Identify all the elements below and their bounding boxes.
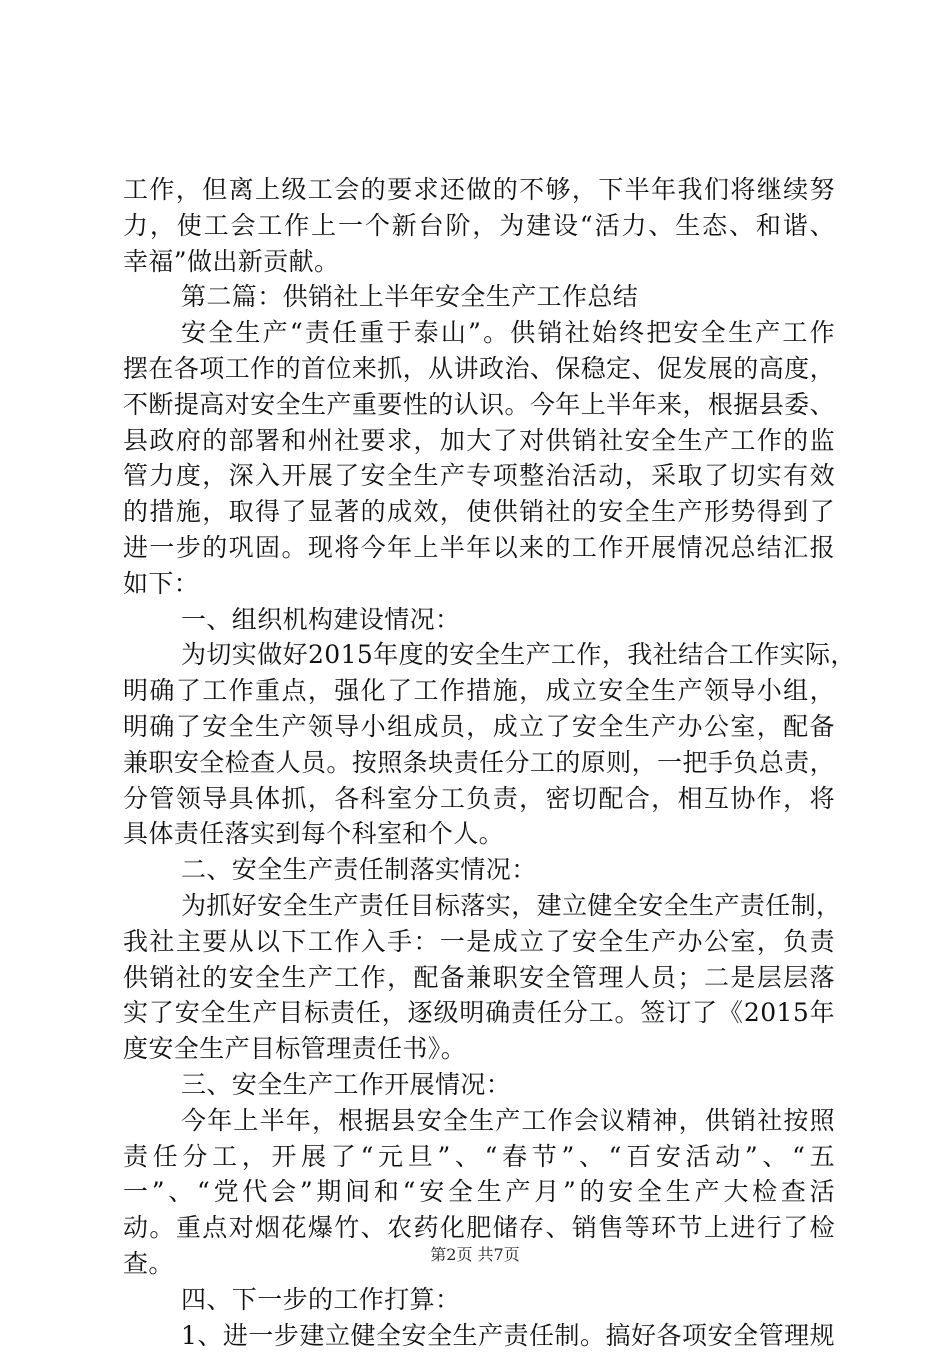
text-line: 今年上半年，根据县安全生产工作会议精神，供销社按照 <box>123 1103 835 1139</box>
text-line: 为抓好安全生产责任目标落实，建立健全安全生产责任制， <box>123 888 835 924</box>
text-line: 供销社的安全生产工作，配备兼职安全管理人员；二是层层落 <box>123 960 835 996</box>
text-line: 实了安全生产目标责任，逐级明确责任分工。签订了《2015年 <box>123 995 835 1031</box>
text-line: 为切实做好2015年度的安全生产工作，我社结合工作实际， <box>123 637 835 673</box>
text-line: 责任分工，开展了“元旦”、“春节”、“百安活动”、“五 <box>123 1139 835 1175</box>
document-body <box>123 172 835 1353</box>
text-line: 明确了工作重点，强化了工作措施，成立安全生产领导小组， <box>123 673 835 709</box>
page-number-footer: 第2页 共7页 <box>0 1242 950 1265</box>
text-line: 度安全生产目标管理责任书》。 <box>123 1031 835 1067</box>
text-line: 力，使工会工作上一个新台阶，为建设“活力、生态、和谐、 <box>123 208 835 244</box>
text-line: 具体责任落实到每个科室和个人。 <box>123 816 835 852</box>
text-line: 三、安全生产工作开展情况： <box>123 1067 835 1103</box>
text-line: 一”、“党代会”期间和“安全生产月”的安全生产大检查活 <box>123 1174 835 1210</box>
text-line: 分管领导具体抓，各科室分工负责，密切配合，相互协作，将 <box>123 781 835 817</box>
text-line: 动。重点对烟花爆竹、农药化肥储存、销售等环节上进行了检 <box>123 1210 835 1246</box>
text-line: 二、安全生产责任制落实情况： <box>123 852 835 888</box>
text-line: 第二篇：供销社上半年安全生产工作总结 <box>123 279 835 315</box>
text-line: 的措施，取得了显著的成效，使供销社的安全生产形势得到了 <box>123 494 835 530</box>
text-line: 明确了安全生产领导小组成员，成立了安全生产办公室，配备 <box>123 709 835 745</box>
text-line: 摆在各项工作的首位来抓，从讲政治、保稳定、促发展的高度， <box>123 351 835 387</box>
text-line: 如下： <box>123 566 835 602</box>
text-line: 安全生产“责任重于泰山”。供销社始终把安全生产工作 <box>123 315 835 351</box>
text-line: 县政府的部署和州社要求，加大了对供销社安全生产工作的监 <box>123 423 835 459</box>
text-line: 一、组织机构建设情况： <box>123 602 835 638</box>
text-line: 1、进一步建立健全安全生产责任制。搞好各项安全管理规 <box>123 1318 835 1353</box>
text-line: 我社主要从以下工作入手：一是成立了安全生产办公室，负责 <box>123 924 835 960</box>
text-line: 幸福”做出新贡献。 <box>123 244 835 280</box>
text-line: 不断提高对安全生产重要性的认识。今年上半年来，根据县委、 <box>123 387 835 423</box>
text-line: 工作，但离上级工会的要求还做的不够，下半年我们将继续努 <box>123 172 835 208</box>
text-line: 四、下一步的工作打算： <box>123 1282 835 1318</box>
text-line: 进一步的巩固。现将今年上半年以来的工作开展情况总结汇报 <box>123 530 835 566</box>
text-line: 查。 <box>123 1246 835 1282</box>
text-line: 管力度，深入开展了安全生产专项整治活动，采取了切实有效 <box>123 458 835 494</box>
text-line: 兼职安全检查人员。按照条块责任分工的原则，一把手负总责， <box>123 745 835 781</box>
